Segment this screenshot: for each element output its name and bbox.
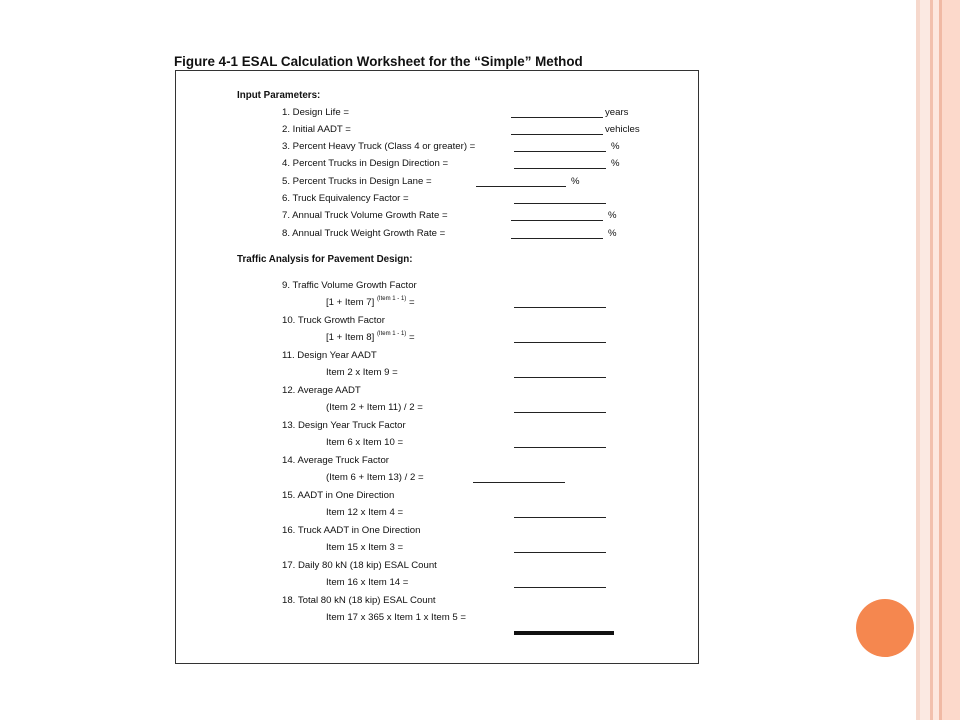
blank-line [514,377,606,378]
blank-line [511,134,603,135]
blank-line [514,203,606,204]
blank-line [514,517,606,518]
blank-line [514,151,606,152]
blank-line [473,482,565,483]
blank-line [514,587,606,588]
item-formula: Item 6 x Item 10 = [326,437,404,448]
input-unit: % [611,141,620,152]
section-heading-traffic: Traffic Analysis for Pavement Design: [237,254,413,265]
blank-line [514,412,606,413]
item-label: 17. Daily 80 kN (18 kip) ESAL Count [282,560,437,571]
input-label: 6. Truck Equivalency Factor = [282,193,409,204]
item-label: 16. Truck AADT in One Direction [282,525,421,536]
blank-line [514,342,606,343]
input-label: 4. Percent Trucks in Design Direction = [282,158,449,169]
decor-stripe [920,0,930,720]
input-label: 1. Design Life = [282,107,349,118]
blank-line [514,552,606,553]
item-formula: (Item 6 + Item 13) / 2 = [326,472,424,483]
item-formula: Item 16 x Item 14 = [326,577,409,588]
item-formula: Item 15 x Item 3 = [326,542,404,553]
input-unit: % [571,176,580,187]
blank-line [511,220,603,221]
item-label: 13. Design Year Truck Factor [282,420,406,431]
decor-stripe [942,0,960,720]
item-formula: [1 + Item 8] $^{(Item 1 - 1)}$ = [326,331,415,343]
input-label: 3. Percent Heavy Truck (Class 4 or greater) = [282,141,476,152]
item-label: 15. AADT in One Direction [282,490,395,501]
item-label: 10. Truck Growth Factor [282,315,385,326]
item-formula: Item 17 x 365 x Item 1 x Item 5 = [326,612,466,623]
figure-title: Figure 4-1 ESAL Calculation Worksheet for the “Simple” Method [174,54,583,69]
section-heading-input: Input Parameters: [237,90,321,101]
input-unit: % [608,228,617,239]
blank-line [511,238,603,239]
blank-line [514,168,606,169]
blank-line [514,307,606,308]
item-formula: Item 2 x Item 9 = [326,367,398,378]
item-label: 14. Average Truck Factor [282,455,390,466]
input-unit: years [605,107,629,118]
blank-line [476,186,566,187]
item-label: 18. Total 80 kN (18 kip) ESAL Count [282,595,436,606]
blank-line [514,447,606,448]
item-label: 9. Traffic Volume Growth Factor [282,280,417,291]
input-unit: vehicles [605,124,640,135]
input-unit: % [608,210,617,221]
input-label: 8. Annual Truck Weight Growth Rate = [282,228,446,239]
decor-circle [856,599,914,657]
input-unit: % [611,158,620,169]
item-label: 12. Average AADT [282,385,361,396]
item-formula: Item 12 x Item 4 = [326,507,404,518]
input-label: 5. Percent Trucks in Design Lane = [282,176,432,187]
item-formula: [1 + Item 7] $^{(Item 1 - 1)}$ = [326,296,415,308]
input-label: 2. Initial AADT = [282,124,351,135]
item-formula: (Item 2 + Item 11) / 2 = [326,402,423,413]
total-blank-line [514,631,614,635]
worksheet [175,70,699,664]
item-label: 11. Design Year AADT [282,350,377,361]
input-label: 7. Annual Truck Volume Growth Rate = [282,210,448,221]
blank-line [511,117,603,118]
